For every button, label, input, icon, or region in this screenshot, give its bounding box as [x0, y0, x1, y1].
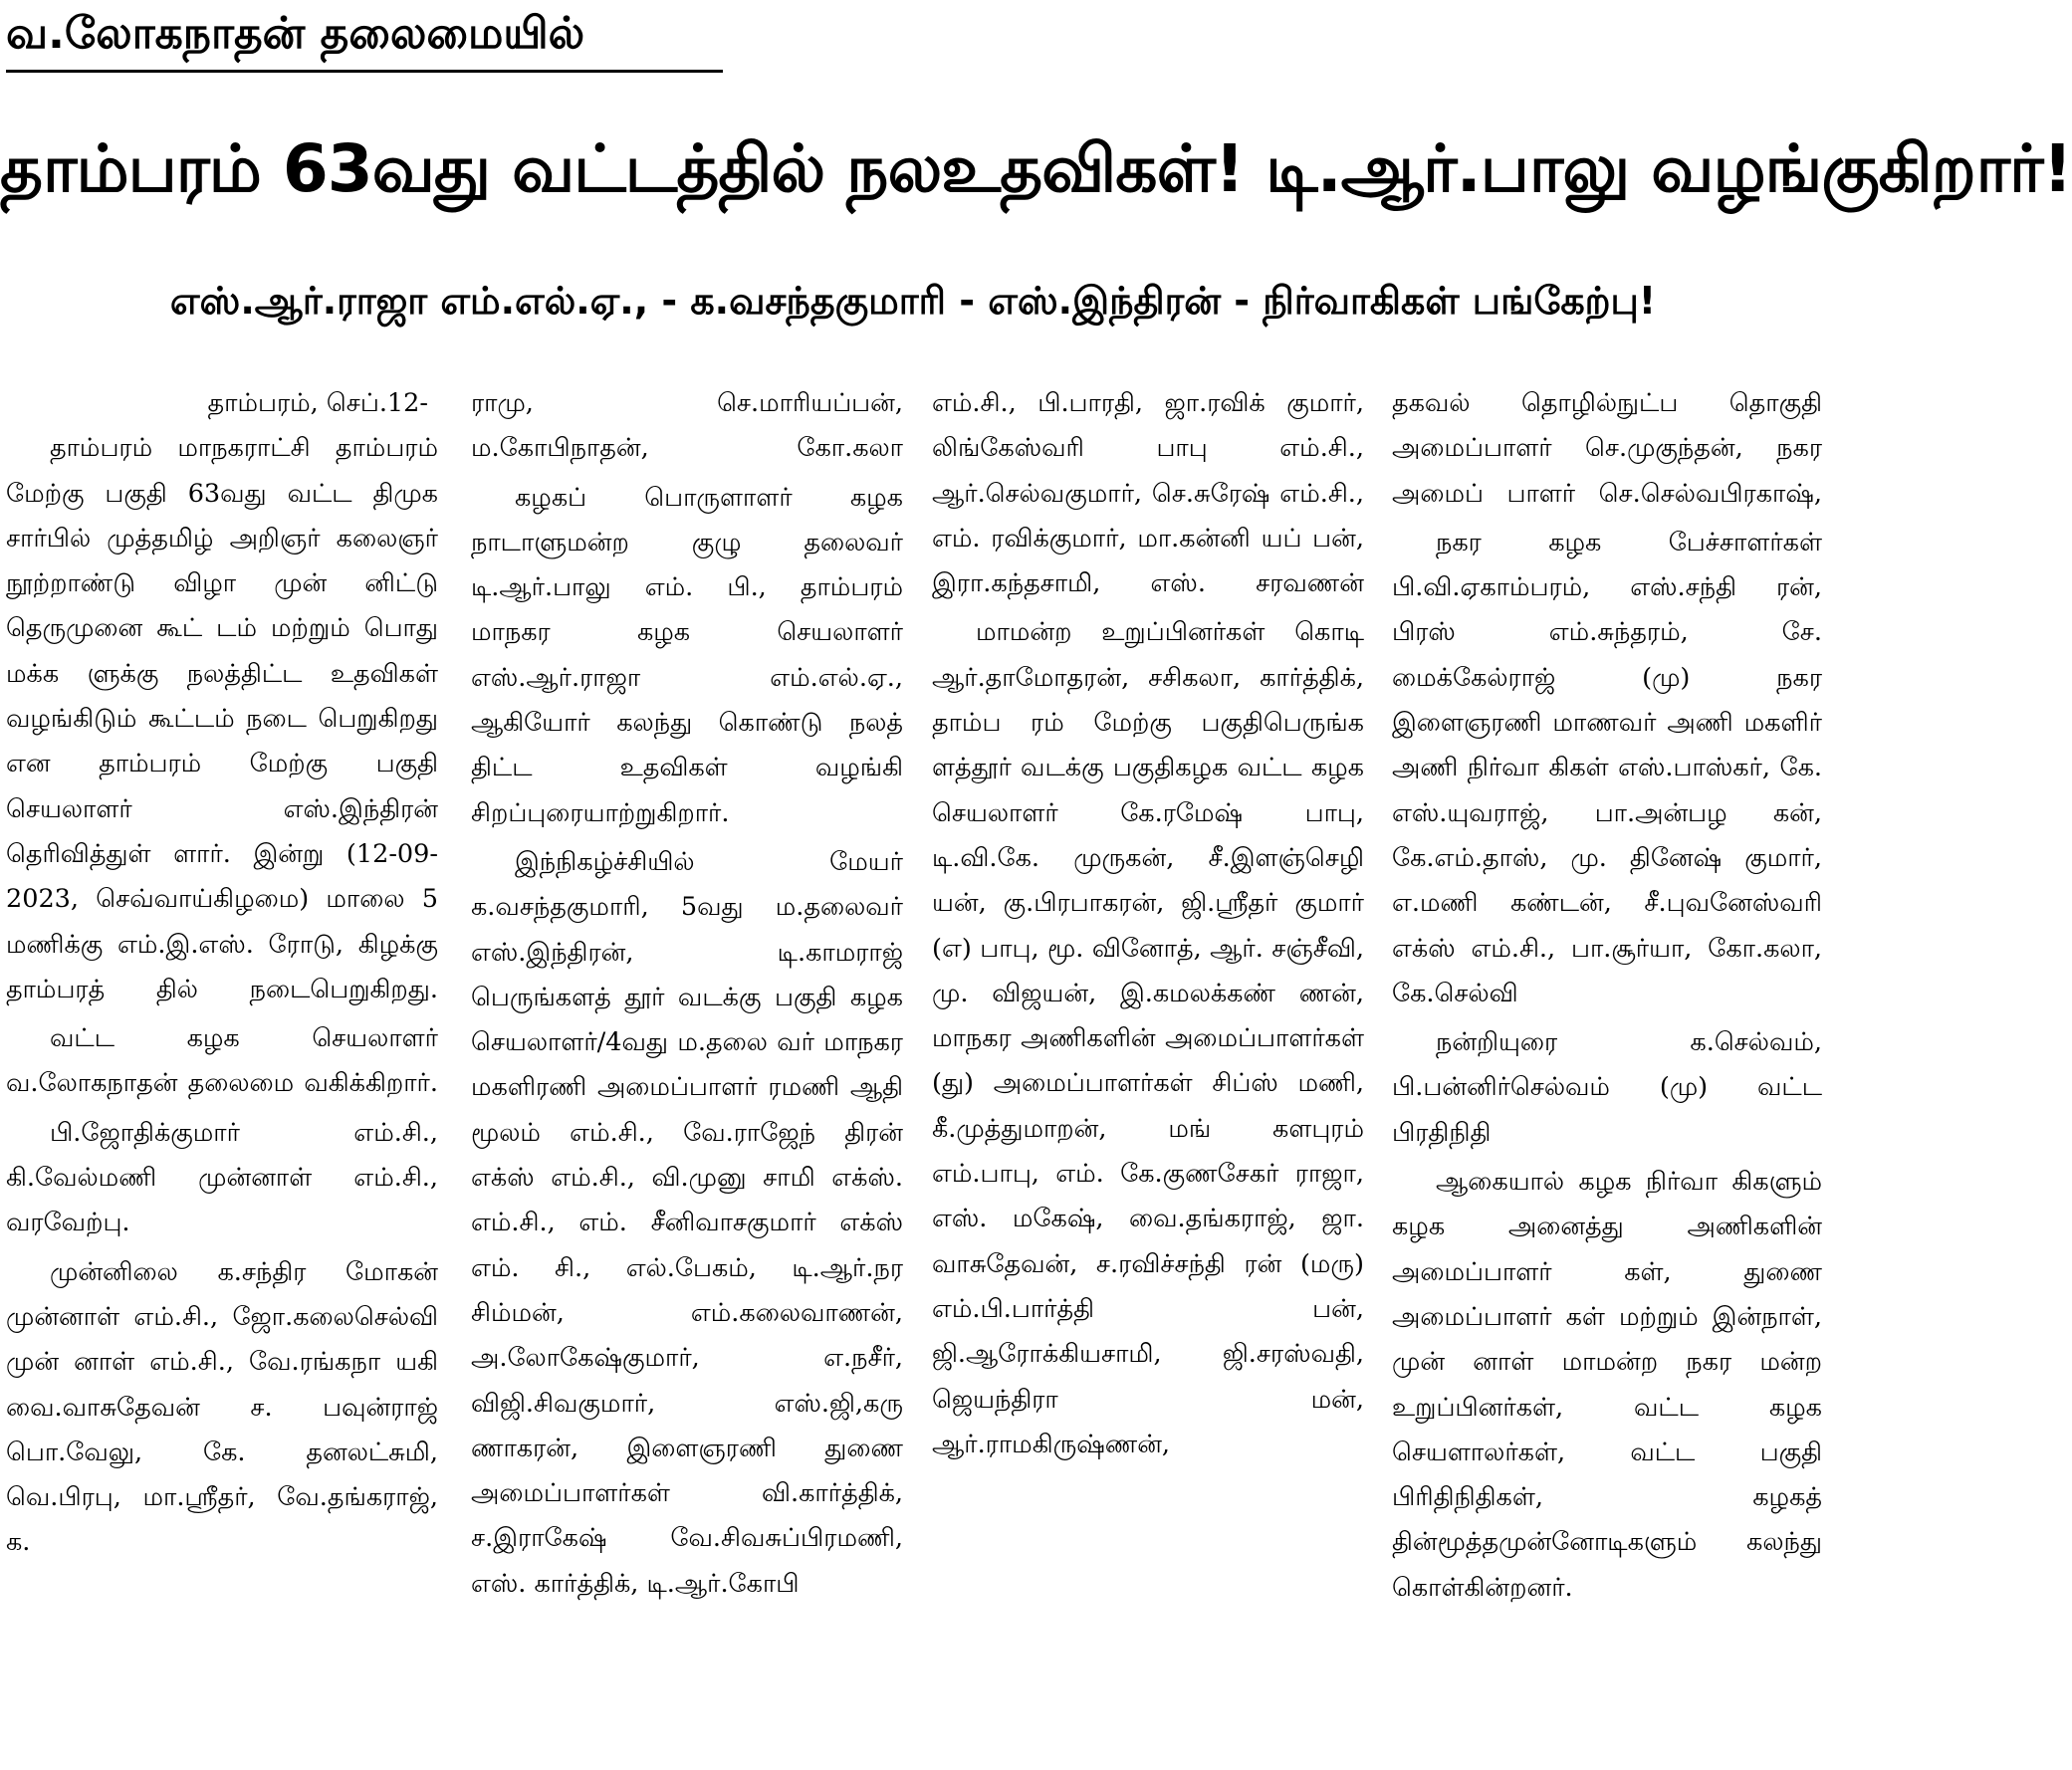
body-paragraph: இந்நிகழ்ச்சியில் மேயர் க.வசந்தகுமாரி, 5வது ம.தலைவர் எஸ்.இந்திரன், டி.காமராஜ் பெருங்களத் தூர் வடக்கு பகுதி கழக செயலாளர்/4வது ம.தலை வர் மாநகர மகளிரணி அமைப்பாளர் ரமணி ஆதி மூலம் எம்.சி., வே.ராஜேந் திரன் எக்ஸ் எம்.சி., வி.முனு சாமி எக்ஸ். எம்.சி., எம். சீனிவாசகுமார் எக்ஸ் எம். சி., எல்.பேகம், டி.ஆர்.நர சிம்மன், எம்.கலைவாணன், அ.லோகேஷ்குமார், எ.நசீர், விஜி.சிவகுமார், எஸ்.ஜி,கரு ணாகரன், இளைஞரணி துணை அமைப்பாளர்கள் வி.கார்த்திக், ச.இராகேஷ் வே.சிவசுப்பிரமணி, எஸ். கார்த்திக், டி.ஆர்.கோபி — [471, 846, 903, 1599]
article-column-2 — [471, 381, 903, 1765]
body-paragraph: பி.ஜோதிக்குமார் எம்.சி., கி.வேல்மணி முன்னாள் எம்.சி., வரவேற்பு. — [6, 1117, 438, 1238]
body-paragraph: கழகப் பொருளாளர் கழக நாடாளுமன்ற குழு தலைவர் டி.ஆர்.பாலு எம். பி., தாம்பரம் மாநகர கழக செயலாளர் எஸ்.ஆர்.ராஜா எம்.எல்.ஏ., ஆகியோர் கலந்து கொண்டு நலத் திட்ட உதவிகள் வழங்கி சிறப்புரையாற்றுகிறார். — [471, 482, 903, 828]
body-paragraph: ராமு, செ.மாரியப்பன், ம.கோபிநாதன், கோ.கலா — [471, 388, 903, 464]
body-paragraph: நன்றியுரை க.செல்வம், பி.பன்னிர்செல்வம் (மு) வட்ட பிரதிநிதி — [1392, 1027, 1822, 1148]
body-paragraph: எம்.சி., பி.பாரதி, ஜா.ரவிக் குமார், லிங்கேஸ்வரி பாபு எம்.சி., ஆர்.செல்வகுமார், செ.சுரேஷ் எம்.சி., எம். ரவிக்குமார், மா.கன்னி யப் பன், இரா.கந்தசாமி, எஸ். சரவணன் — [932, 388, 1364, 599]
article-column-1 — [6, 381, 438, 1765]
article-column-4 — [1392, 381, 1822, 1765]
dateline: தாம்பரம், செப்.12- — [207, 388, 428, 418]
body-paragraph: முன்னிலை க.சந்திர மோகன் முன்னாள் எம்.சி., ஜோ.கலைசெல்வி முன் னாள் எம்.சி., வே.ரங்கநா யகி வை.வாசுதேவன் ச. பவுன்ராஜ் பொ.வேலு, கே. தனலட்சுமி, வெ.பிரபு, மா.ஸ்ரீதர், வே.தங்கராஜ், க. — [6, 1256, 438, 1558]
kicker-underline — [6, 70, 723, 73]
headline: தாம்பரம் 63வது வட்டத்தில் நலஉதவிகள்! டி.ஆர்.பாலு வழங்குகிறார்! — [0, 130, 2072, 207]
body-paragraph: தாம்பரம் மாநகராட்சி தாம்பரம் மேற்கு பகுதி 63வது வட்ட திமுக சார்பில் முத்தமிழ் அறிஞர் கலைஞர் நூற்றாண்டு விழா முன் னிட்டு தெருமுனை கூட் டம் மற்றும் பொது மக்க ளுக்கு நலத்திட்ட உதவிகள் வழங்கிடும் கூட்டம் நடை பெறுகிறது என தாம்பரம் மேற்கு பகுதி செயலாளர் எஸ்.இந்திரன் தெரிவித்துள் ளார். இன்று (12-09-2023, செவ்வாய்கிழமை) மாலை 5 மணிக்கு எம்.இ.எஸ். ரோடு, கிழக்கு தாம்பரத் தில் நடைபெறுகிறது. — [6, 433, 438, 1004]
body-paragraph: மாமன்ற உறுப்பினர்கள் கொடி ஆர்.தாமோதரன், சசிகலா, கார்த்திக், தாம்ப ரம் மேற்கு பகுதிபெருங்க ளத்தூர் வடக்கு பகுதிகழக வட்ட கழக செயலாளர் கே.ரமேஷ் பாபு, டி.வி.கே. முருகன், சீ.இளஞ்செழி யன், கு.பிரபாகரன், ஜி.ஸ்ரீதர் குமார் (எ) பாபு, மூ. வினோத், ஆர். சஞ்சீவி, மு. விஜயன், இ.கமலக்கண் ணன், மாநகர அணிகளின் அமைப்பாளர்கள் (து) அமைப்பாளர்கள் சிப்ஸ் மணி, கீ.முத்துமாறன், மங் களபுரம் எம்.பாபு, எம். கே.குணசேகர் ராஜா, எஸ். மகேஷ், வை.தங்கராஜ், ஜா. வாசுதேவன், ச.ரவிச்சந்தி ரன் (மரு) எம்.பி.பார்த்தி பன், ஜி.ஆரோக்கியசாமி, ஜி.சரஸ்வதி, ஜெயந்திரா மன், ஆர்.ராமகிருஷ்ணன், — [932, 617, 1364, 1459]
body-paragraph: தகவல் தொழில்நுட்ப தொகுதி அமைப்பாளர் செ.முகுந்தன், நகர அமைப் பாளர் செ.செல்வபிரகாஷ், — [1392, 388, 1822, 509]
kicker-line: வ.லோகநாதன் தலைமையில் — [6, 8, 585, 59]
subheadline: எஸ்.ஆர்.ராஜா எம்.எல்.ஏ., - க.வசந்தகுமாரி - எஸ்.இந்திரன் - நிர்வாகிகள் பங்கேற்பு! — [169, 279, 1657, 323]
body-paragraph: நகர கழக பேச்சாளர்கள் பி.வி.ஏகாம்பரம், எஸ்.சந்தி ரன், பிரஸ் எம்.சுந்தரம், சே. மைக்கேல்ராஜ் (மு) நகர இளைஞரணி மாணவர் அணி மகளிர் அணி நிர்வா கிகள் எஸ்.பாஸ்கர், கே. எஸ்.யுவராஜ், பா.அன்பழ கன், கே.எம்.தாஸ், மு. தினேஷ் குமார், எ.மணி கண்டன், சீ.புவனேஸ்வரி எக்ஸ் எம்.சி., பா.சூர்யா, கோ.கலா, கே.செல்வி — [1392, 527, 1822, 1008]
article-column-3 — [932, 381, 1364, 1765]
body-paragraph: ஆகையால் கழக நிர்வா கிகளும் கழக அனைத்து அணிகளின் அமைப்பாளர் கள், துணை அமைப்பாளர் கள் மற்றும் இன்நாள், முன் னாள் மாமன்ற நகர மன்ற உறுப்பினர்கள், வட்ட கழக செயளாலர்கள், வட்ட பகுதி பிரிதிநிதிகள், கழகத் தின்மூத்தமுன்னோடிகளும் கலந்து கொள்கின்றனர். — [1392, 1167, 1822, 1603]
body-paragraph: வட்ட கழக செயலாளர் வ.லோகநாதன் தலைமை வகிக்கிறார். — [6, 1023, 438, 1099]
